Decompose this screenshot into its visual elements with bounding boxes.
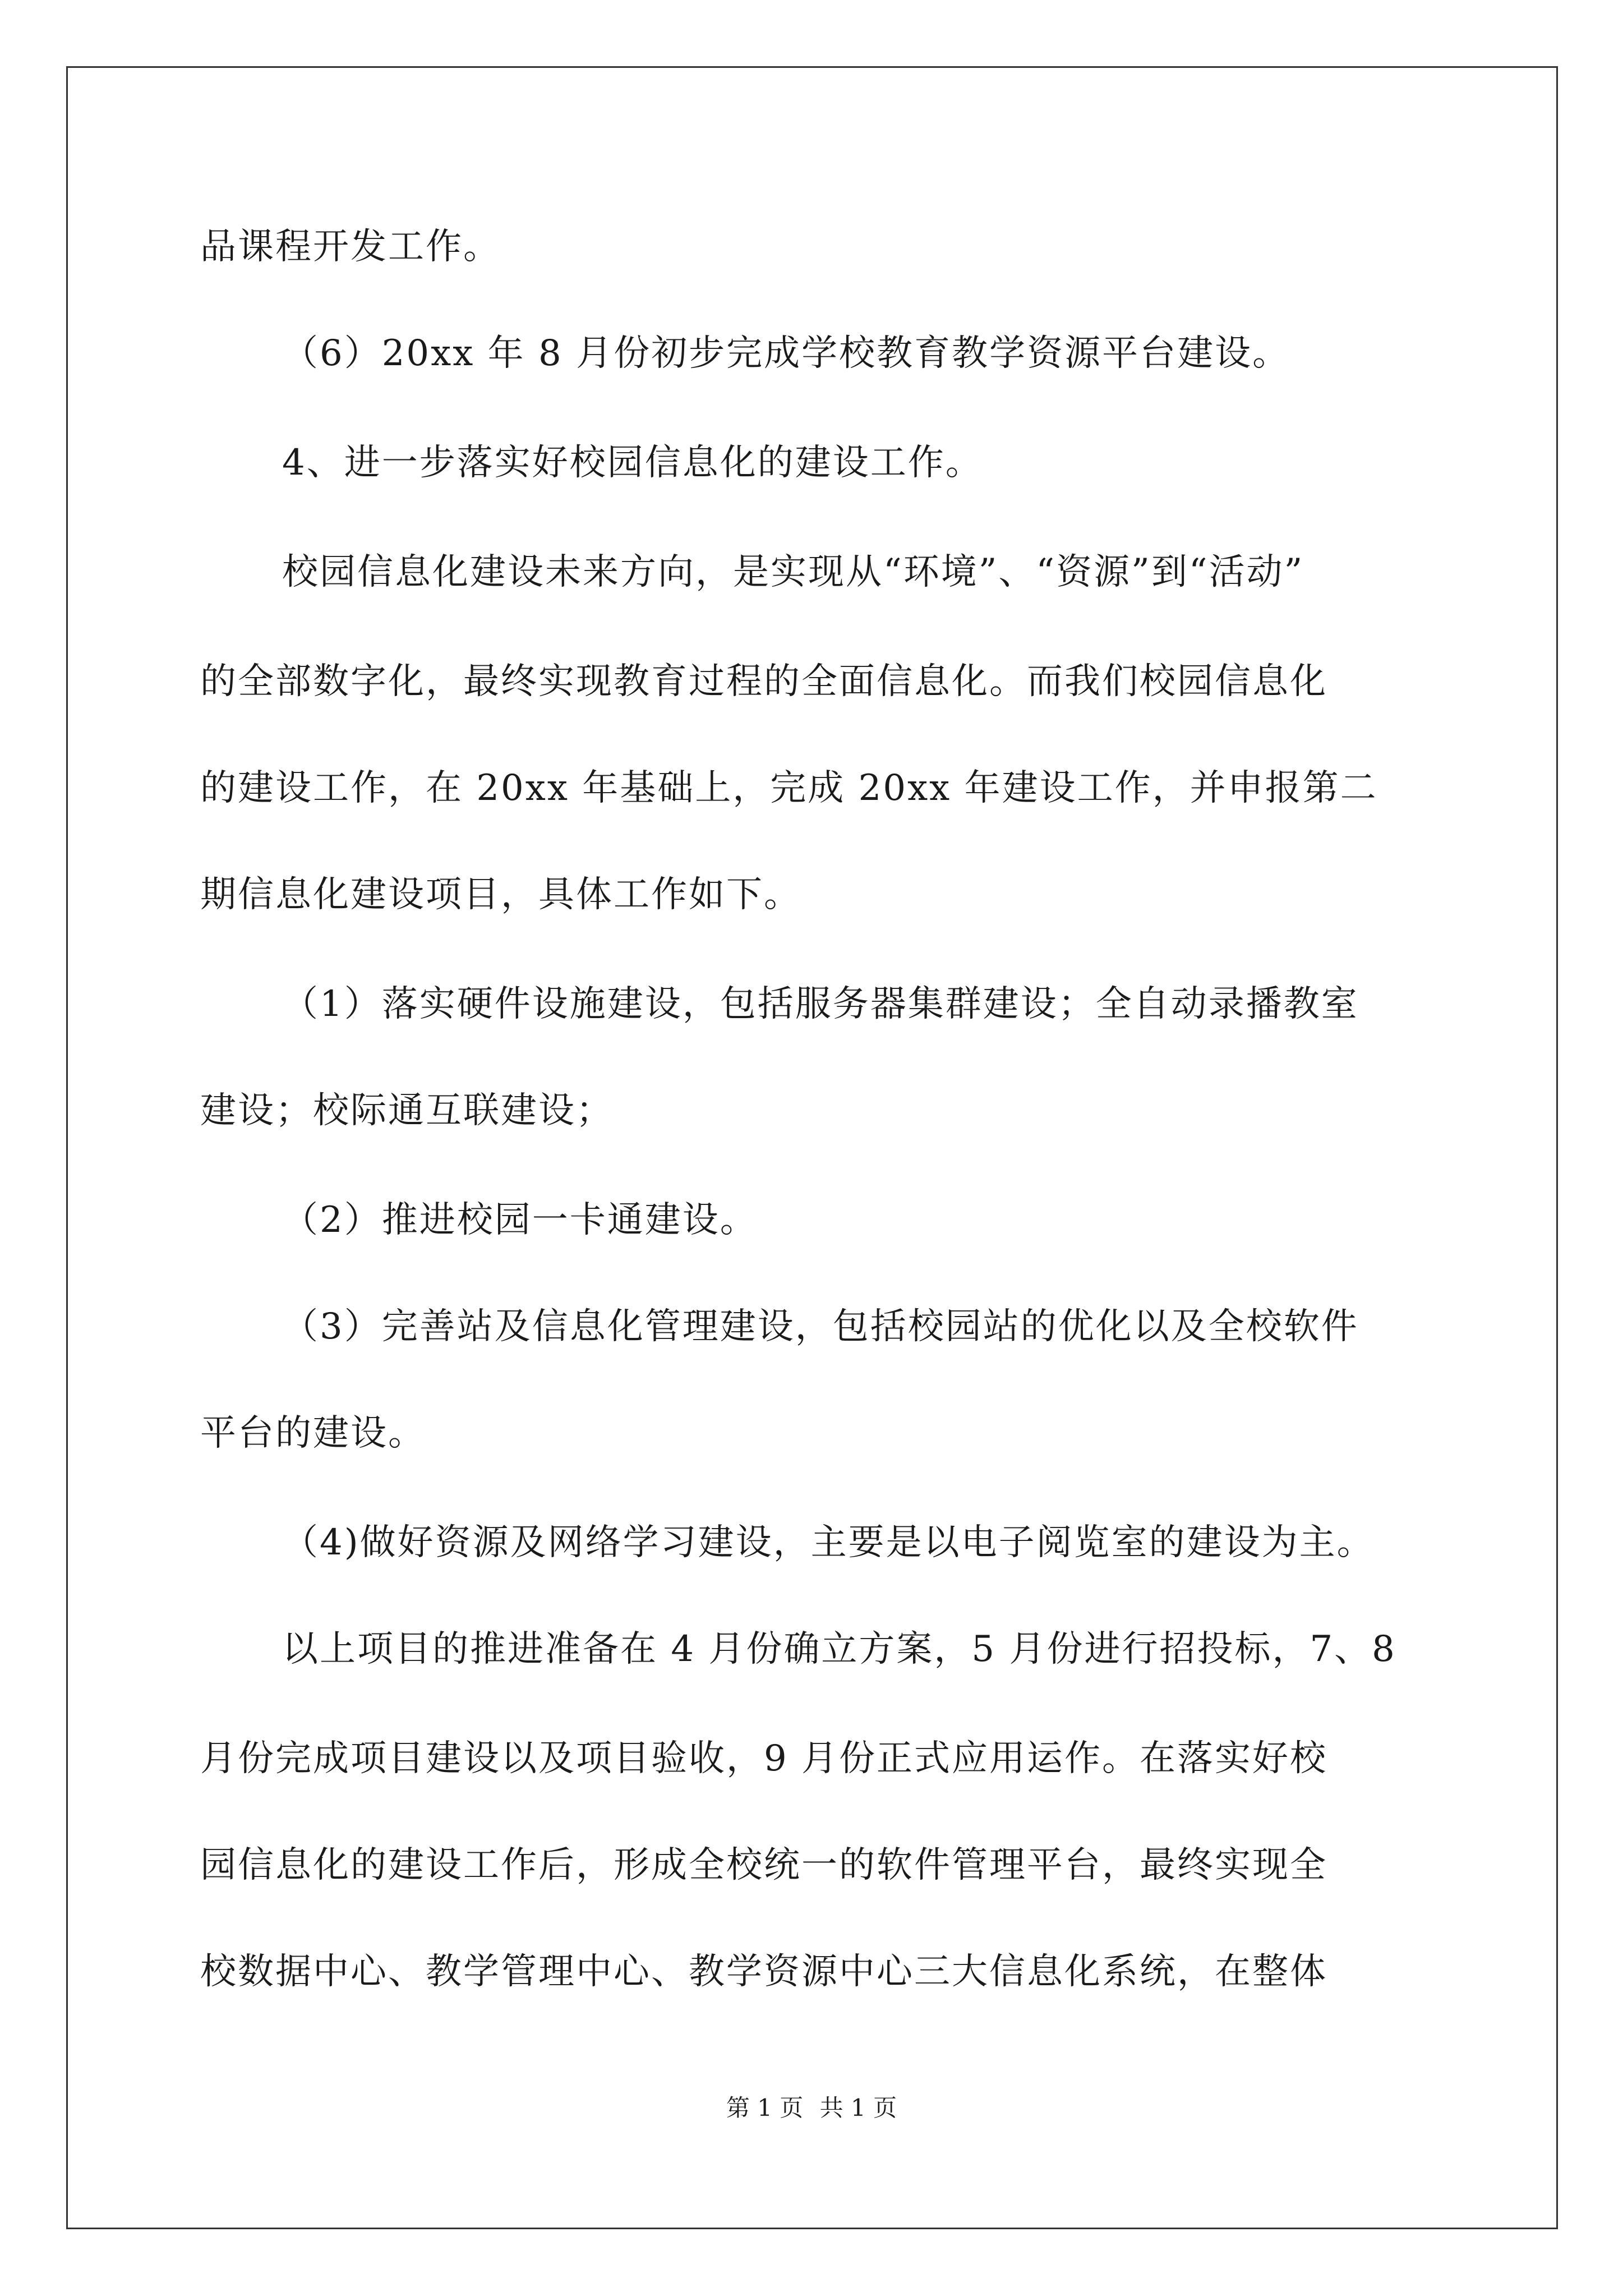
text-line: 平台的建设。 — [200, 1412, 426, 1454]
text-line: 校数据中心、教学管理中心、教学资源中心三大信息化系统，在整体 — [200, 1951, 1327, 1993]
text-line: 的建设工作，在 20xx 年基础上，完成 20xx 年建设工作，并申报第二 — [200, 767, 1378, 809]
text-line: （3）完善站及信息化管理建设，包括校园站的优化以及全校软件 — [282, 1306, 1359, 1347]
text-line: （1）落实硬件设施建设，包括服务器集群建设；全自动录播教室 — [282, 983, 1359, 1025]
text-line: 月份完成项目建设以及项目验收，9 月份正式应用运作。在落实好校 — [200, 1738, 1328, 1779]
text-line: 建设；校际通互联建设； — [200, 1090, 614, 1131]
page-total: 共 1 页 — [819, 2094, 897, 2122]
text-line: （6）20xx 年 8 月份初步完成学校教育教学资源平台建设。 — [282, 333, 1290, 374]
page-number: 第 1 页 — [726, 2094, 804, 2122]
text-line: 4、进一步落实好校园信息化的建设工作。 — [282, 442, 983, 484]
text-line: 校园信息化建设未来方向，是实现从“环境”、“资源”到“活动” — [282, 551, 1304, 593]
text-line: （4)做好资源及网络学习建设，主要是以电子阅览室的建设为主。 — [282, 1522, 1375, 1563]
text-line: 园信息化的建设工作后，形成全校统一的软件管理平台，最终实现全 — [200, 1844, 1327, 1886]
text-line: 以上项目的推进准备在 4 月份确立方案，5 月份进行招投标，7、8 — [282, 1628, 1396, 1670]
page-frame — [66, 66, 1558, 2229]
text-line: 期信息化建设项目，具体工作如下。 — [200, 874, 801, 915]
text-line: 的全部数字化，最终实现教育过程的全面信息化。而我们校园信息化 — [200, 661, 1327, 702]
page-footer — [0, 2091, 1623, 2125]
text-line: （2）推进校园一卡通建设。 — [282, 1199, 758, 1241]
text-line: 品课程开发工作。 — [200, 226, 501, 268]
